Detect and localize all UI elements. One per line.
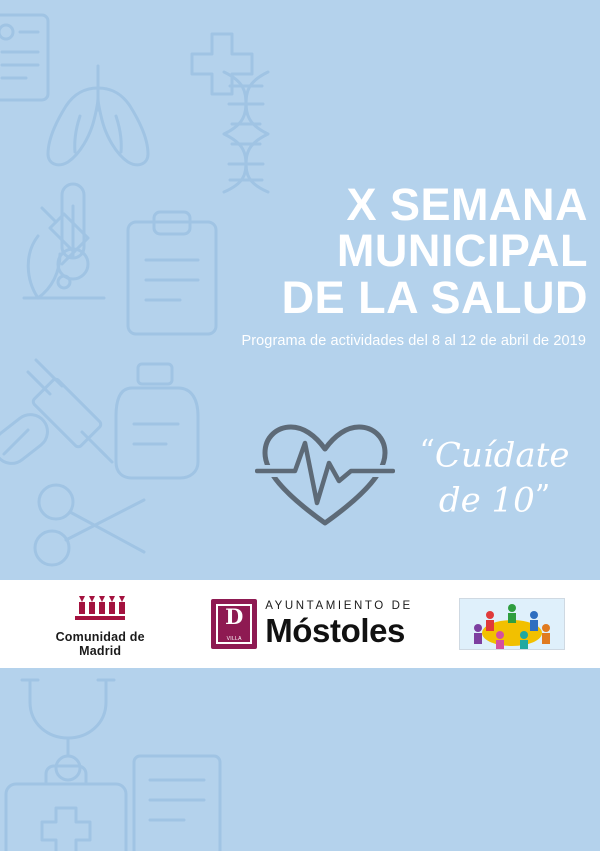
cross-icon <box>182 28 262 108</box>
dna-icon <box>196 66 306 196</box>
people-circle-icon <box>459 598 565 650</box>
mostoles-top-label: AYUNTAMIENTO DE <box>265 599 413 612</box>
mostoles-main-label: Móstoles <box>265 612 406 650</box>
footer-art-zone <box>0 668 600 851</box>
document-icon <box>126 750 236 851</box>
title-line-3: DE LA SALUD <box>281 271 588 323</box>
lungs-icon <box>18 58 178 173</box>
mostoles-shield-sub: VILLA <box>226 636 242 642</box>
claim-row <box>245 415 590 535</box>
logo-people-circle <box>459 598 565 650</box>
mostoles-shield-icon <box>211 599 257 649</box>
comunidad-madrid-label: Comunidad de Madrid <box>55 630 145 658</box>
document-icon <box>0 10 58 110</box>
claim-line-2 <box>397 478 592 523</box>
page-title <box>188 179 588 323</box>
open-quote: “ <box>419 434 435 469</box>
mostoles-shield-letter: D <box>225 604 244 629</box>
pill-icon <box>0 408 64 498</box>
heart-pulse-logo <box>255 419 395 531</box>
title-line-1: X SEMANA <box>346 179 588 230</box>
logo-comunidad-de-madrid <box>35 590 165 658</box>
comunidad-madrid-crest-icon <box>71 590 129 622</box>
subtitle: Programa de actividades del 8 al 12 de abril de 2019 <box>241 333 586 350</box>
logo-ayuntamiento-mostoles <box>211 599 413 649</box>
claim-word-2: de 10 <box>438 480 535 521</box>
thermometer-icon <box>44 176 104 286</box>
claim-line-1 <box>397 433 592 478</box>
logo-strip <box>0 580 600 668</box>
claim-text <box>397 433 592 523</box>
close-quote: ” <box>534 478 551 514</box>
first-aid-kit-icon <box>0 760 144 851</box>
title-line-2: MUNICIPAL <box>336 225 588 277</box>
title-block <box>188 179 588 350</box>
scissors-icon <box>26 470 156 580</box>
microscope-icon <box>4 192 124 317</box>
claim-word-1: Cuídate <box>434 435 570 476</box>
medicine-bottle-icon <box>106 358 216 488</box>
syringe-icon <box>8 336 128 486</box>
